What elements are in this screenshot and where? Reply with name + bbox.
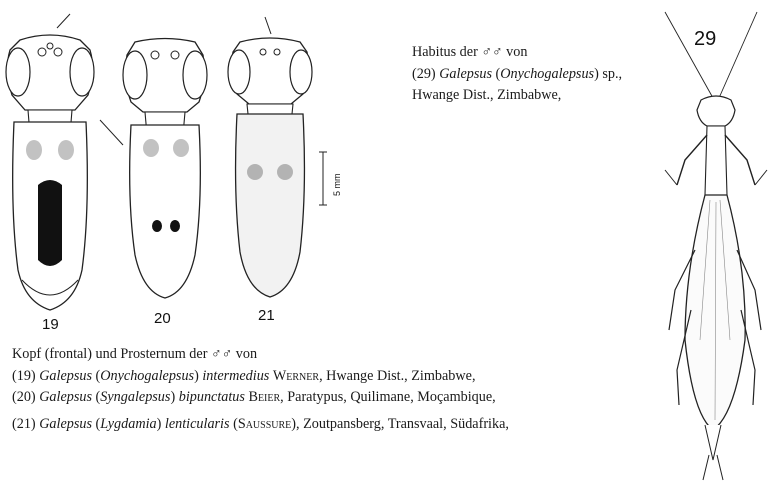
author-name: Werner bbox=[272, 367, 320, 384]
figure-29-label: 29 bbox=[694, 28, 717, 50]
fig-number: (29) bbox=[412, 65, 440, 82]
text-fragment: , Hwange Dist., Zimbabwe, bbox=[319, 367, 476, 384]
text-fragment: ) sp., bbox=[594, 65, 623, 82]
genus-name: Galepsus bbox=[439, 65, 492, 82]
species-name: bipunctatus bbox=[178, 389, 245, 405]
habitus-caption bbox=[412, 42, 622, 107]
text-fragment: ( bbox=[229, 415, 238, 432]
scale-bar-label: 5 mm bbox=[332, 173, 342, 196]
text-fragment: ( bbox=[92, 389, 101, 405]
subgenus-name: Onychogalepsus bbox=[500, 65, 595, 82]
subgenus-name: Syngalepsus bbox=[100, 389, 171, 405]
subgenus-name: Onychogalepsus bbox=[100, 367, 195, 384]
kopf-caption-line-3 bbox=[12, 387, 509, 409]
figure-21-label: 21 bbox=[258, 307, 275, 324]
kopf-caption-line-1: Kopf (frontal) und Prosternum der ♂♂ von bbox=[12, 346, 258, 362]
figure-20-label: 20 bbox=[154, 310, 171, 327]
text-fragment: ( bbox=[492, 65, 501, 82]
figure-19-drawing bbox=[0, 10, 100, 320]
figure-19-label: 19 bbox=[42, 316, 59, 333]
text-fragment: ( bbox=[92, 415, 101, 432]
fig-number: (20) bbox=[12, 389, 40, 405]
fig-number: (19) bbox=[12, 367, 40, 384]
author-name: Beier bbox=[248, 389, 281, 405]
kopf-caption bbox=[12, 344, 509, 435]
habitus-caption-line-2 bbox=[412, 64, 622, 86]
kopf-caption-line-2 bbox=[12, 366, 509, 388]
genus-name: Galepsus bbox=[39, 367, 92, 384]
text-fragment: ) bbox=[170, 389, 179, 405]
habitus-caption-line-3: Hwange Dist., Zimbabwe, bbox=[412, 87, 562, 103]
figure-21-drawing bbox=[225, 12, 315, 312]
species-name: intermedius bbox=[202, 367, 270, 384]
kopf-caption-line-4 bbox=[12, 414, 509, 436]
figure-20-drawing bbox=[95, 30, 215, 315]
species-name: lenticularis bbox=[164, 415, 230, 432]
text-fragment: ( bbox=[92, 367, 101, 384]
genus-name: Galepsus bbox=[39, 389, 92, 405]
genus-name: Galepsus bbox=[39, 415, 92, 432]
scale-bar bbox=[318, 150, 328, 210]
subgenus-name: Lygdamia bbox=[100, 415, 157, 432]
fig-number: (21) bbox=[12, 415, 40, 432]
text-fragment: ), Zoutpansberg, Transvaal, Südafrika, bbox=[291, 415, 509, 432]
text-fragment: , Paratypus, Quilimane, Moçambique, bbox=[280, 389, 496, 405]
author-name: Saussure bbox=[237, 415, 292, 432]
text-fragment: ) bbox=[156, 415, 165, 432]
text-fragment: ) bbox=[194, 367, 203, 384]
figure-29-mantis-habitus bbox=[655, 10, 770, 490]
habitus-caption-line-1: Habitus der ♂♂ von bbox=[412, 44, 528, 60]
